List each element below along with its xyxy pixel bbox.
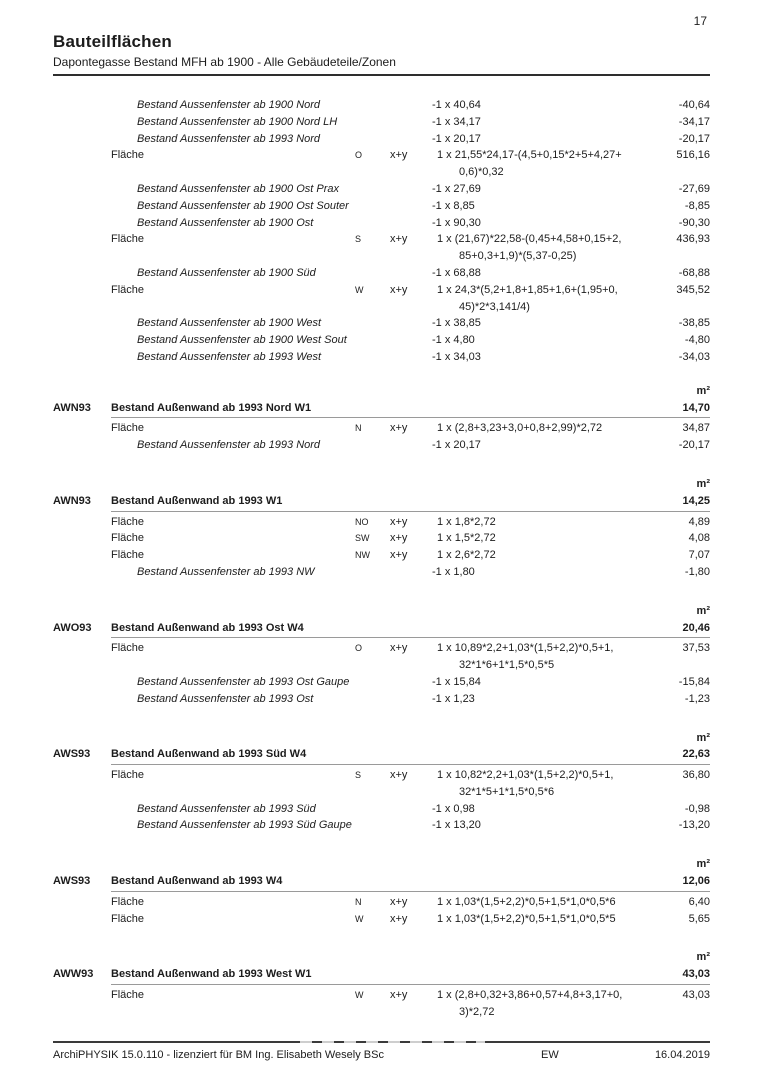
row-value: -0,98 bbox=[684, 802, 710, 815]
mode-label: x+y bbox=[390, 422, 408, 435]
orientation-label: S bbox=[355, 234, 362, 245]
section-code: AWS93 bbox=[53, 748, 91, 761]
formula-line: 1 x (21,67)*22,58-(0,45+4,58+0,15+2, bbox=[437, 233, 622, 246]
mode-label: x+y bbox=[390, 532, 408, 545]
row-value: 36,80 bbox=[682, 769, 710, 782]
row-label: Bestand Aussenfenster ab 1900 Ost bbox=[137, 216, 314, 229]
formula-line: -1 x 27,69 bbox=[432, 182, 481, 195]
section-header-row bbox=[53, 873, 710, 890]
window-deduction-row bbox=[53, 437, 710, 454]
window-deduction-row bbox=[53, 198, 710, 215]
row-label: Bestand Aussenfenster ab 1900 West bbox=[137, 317, 322, 330]
row-value: -90,30 bbox=[678, 216, 710, 229]
formula-cell bbox=[427, 282, 640, 316]
component-section bbox=[53, 730, 710, 835]
formula-line: -1 x 4,80 bbox=[432, 334, 475, 347]
row-label: Fläche bbox=[111, 422, 145, 435]
unit-label: m² bbox=[696, 604, 710, 617]
report-header bbox=[53, 32, 710, 76]
row-label: Bestand Aussenfenster ab 1900 Ost Souter bbox=[137, 199, 349, 212]
formula-cell bbox=[427, 801, 640, 818]
row-label: Bestand Aussenfenster ab 1900 Ost Prax bbox=[137, 182, 339, 195]
row-label: Bestand Aussenfenster ab 1900 Nord LH bbox=[137, 115, 338, 128]
orientation-label: NW bbox=[355, 550, 370, 561]
row-value: 5,65 bbox=[688, 912, 710, 925]
unit-label: m² bbox=[696, 477, 710, 490]
formula-line: -1 x 40,64 bbox=[432, 99, 481, 111]
mode-label: x+y bbox=[390, 149, 408, 162]
row-label: Bestand Aussenfenster ab 1993 Nord bbox=[137, 132, 321, 145]
row-value: -68,88 bbox=[678, 266, 710, 279]
section-total-value: 14,70 bbox=[682, 401, 710, 414]
window-deduction-row bbox=[53, 181, 710, 198]
area-row bbox=[53, 282, 710, 316]
formula-line: 1 x 1,5*2,72 bbox=[437, 532, 496, 545]
formula-cell bbox=[427, 420, 640, 437]
section-title: Bestand Außenwand ab 1993 Nord W1 bbox=[111, 401, 312, 414]
formula-cell bbox=[427, 674, 640, 691]
formula-line: -1 x 68,88 bbox=[432, 266, 481, 279]
formula-line: -1 x 34,17 bbox=[432, 115, 481, 128]
mode-label: x+y bbox=[390, 642, 408, 655]
formula-line: -1 x 15,84 bbox=[432, 675, 481, 688]
component-section bbox=[53, 476, 710, 581]
report-title: Bauteilflächen bbox=[53, 32, 172, 51]
section-total-value: 22,63 bbox=[682, 748, 710, 761]
formula-line: -1 x 13,20 bbox=[432, 819, 481, 832]
formula-line: 1 x 10,82*2,2+1,03*(1,5+2,2)*0,5+1, bbox=[437, 769, 614, 782]
formula-line: -1 x 1,23 bbox=[432, 692, 475, 705]
row-value: -13,20 bbox=[678, 819, 710, 832]
section-total-value: 14,25 bbox=[682, 494, 710, 507]
formula-line: -1 x 38,85 bbox=[432, 317, 481, 330]
area-row bbox=[53, 894, 710, 911]
orientation-label: SW bbox=[355, 533, 370, 544]
formula-cell bbox=[427, 315, 640, 332]
row-label: Bestand Aussenfenster ab 1993 Süd bbox=[137, 802, 316, 815]
component-section bbox=[53, 603, 710, 708]
row-label: Fläche bbox=[111, 895, 145, 908]
row-value: -27,69 bbox=[678, 182, 710, 195]
row-label: Fläche bbox=[111, 989, 145, 1002]
row-value: -8,85 bbox=[684, 199, 710, 212]
row-value: -15,84 bbox=[678, 675, 710, 688]
section-total-value: 43,03 bbox=[682, 968, 710, 981]
row-value: 43,03 bbox=[682, 989, 710, 1002]
orientation-label: S bbox=[355, 770, 362, 781]
area-row bbox=[53, 231, 710, 265]
row-value: -20,17 bbox=[678, 439, 710, 452]
watermark-artifact bbox=[300, 1039, 485, 1047]
formula-cell bbox=[427, 530, 640, 547]
formula-cell bbox=[427, 215, 640, 232]
formula-line: 1 x 24,3*(5,2+1,8+1,85+1,6+(1,95+0, bbox=[437, 283, 618, 296]
window-deduction-row bbox=[53, 801, 710, 818]
row-value: 4,08 bbox=[688, 532, 710, 545]
area-row bbox=[53, 420, 710, 437]
row-label: Fläche bbox=[111, 769, 145, 782]
section-title: Bestand Außenwand ab 1993 W1 bbox=[111, 494, 283, 507]
area-row bbox=[53, 911, 710, 928]
window-deduction-row bbox=[53, 817, 710, 834]
formula-line: 1 x 1,03*(1,5+2,2)*0,5+1,5*1,0*0,5*5 bbox=[437, 912, 616, 925]
formula-line: -1 x 20,17 bbox=[432, 132, 481, 145]
row-value: 7,07 bbox=[688, 549, 710, 562]
row-label: Bestand Aussenfenster ab 1993 Süd Gaupe bbox=[137, 819, 352, 832]
row-value: -38,85 bbox=[678, 317, 710, 330]
component-section bbox=[53, 856, 710, 927]
footer-initials: EW bbox=[541, 1049, 559, 1061]
report-subtitle: Dapontegasse Bestand MFH ab 1900 - Alle Gebäudeteile/Zonen bbox=[53, 55, 710, 76]
window-deduction-row bbox=[53, 315, 710, 332]
section-code: AWW93 bbox=[53, 968, 94, 981]
section-divider bbox=[111, 764, 710, 765]
formula-line: 0,6)*0,32 bbox=[459, 166, 504, 179]
mode-label: x+y bbox=[390, 769, 408, 782]
orientation-label: N bbox=[355, 423, 362, 434]
formula-cell bbox=[427, 97, 640, 114]
row-label: Fläche bbox=[111, 642, 145, 655]
orientation-label: O bbox=[355, 150, 363, 161]
report-footer bbox=[53, 1041, 710, 1061]
row-value: -1,23 bbox=[684, 692, 710, 705]
window-deduction-row bbox=[53, 265, 710, 282]
orientation-label: NO bbox=[355, 516, 369, 527]
mode-label: x+y bbox=[390, 912, 408, 925]
section-code: AWS93 bbox=[53, 875, 91, 888]
orientation-label: W bbox=[355, 990, 364, 1001]
section-divider bbox=[111, 637, 710, 638]
formula-line: 32*1*5+1*1,5*0,5*6 bbox=[459, 785, 555, 798]
row-value: -40,64 bbox=[678, 99, 710, 111]
window-deduction-row bbox=[53, 349, 710, 366]
row-label: Bestand Aussenfenster ab 1993 Nord bbox=[137, 439, 321, 452]
section-divider bbox=[111, 984, 710, 985]
formula-cell bbox=[427, 437, 640, 454]
window-deduction-row bbox=[53, 691, 710, 708]
formula-cell bbox=[427, 767, 640, 801]
area-row bbox=[53, 530, 710, 547]
formula-line: 32*1*6+1*1,5*0,5*5 bbox=[459, 659, 555, 672]
row-value: -1,80 bbox=[684, 565, 710, 578]
row-label: Fläche bbox=[111, 532, 145, 545]
row-label: Bestand Aussenfenster ab 1993 NW bbox=[137, 565, 315, 578]
formula-cell bbox=[427, 987, 640, 1021]
mode-label: x+y bbox=[390, 233, 408, 246]
row-value: -20,17 bbox=[678, 132, 710, 145]
formula-cell bbox=[427, 640, 640, 674]
mode-label: x+y bbox=[390, 283, 408, 296]
section-title: Bestand Außenwand ab 1993 West W1 bbox=[111, 968, 312, 981]
window-deduction-row bbox=[53, 332, 710, 349]
footer-date: 16.04.2019 bbox=[654, 1049, 710, 1061]
component-section bbox=[53, 949, 710, 1020]
formula-cell bbox=[427, 547, 640, 564]
unit-label: m² bbox=[696, 731, 710, 744]
formula-line: -1 x 0,98 bbox=[432, 802, 475, 815]
formula-cell bbox=[427, 817, 640, 834]
window-deduction-row bbox=[53, 564, 710, 581]
mode-label: x+y bbox=[390, 895, 408, 908]
row-label: Fläche bbox=[111, 233, 145, 246]
formula-cell bbox=[427, 181, 640, 198]
row-label: Bestand Aussenfenster ab 1900 West Sout bbox=[137, 334, 347, 347]
carryover-section bbox=[53, 97, 710, 366]
window-deduction-row bbox=[53, 97, 710, 114]
formula-cell bbox=[427, 349, 640, 366]
formula-line: 1 x (2,8+0,32+3,86+0,57+4,8+3,17+0, bbox=[437, 989, 623, 1002]
formula-cell bbox=[427, 564, 640, 581]
formula-line: 1 x 2,6*2,72 bbox=[437, 549, 496, 562]
window-deduction-row bbox=[53, 114, 710, 131]
row-label: Bestand Aussenfenster ab 1900 Nord bbox=[137, 99, 321, 111]
footer-license-text: ArchiPHYSIK 15.0.110 - lizenziert für BM Ing. Elisabeth Wesely BSc bbox=[53, 1049, 384, 1061]
formula-line: 1 x 1,03*(1,5+2,2)*0,5+1,5*1,0*0,5*6 bbox=[437, 895, 616, 908]
formula-line: -1 x 34,03 bbox=[432, 350, 481, 363]
orientation-label: N bbox=[355, 896, 362, 907]
formula-cell bbox=[427, 894, 640, 911]
row-label: Fläche bbox=[111, 515, 145, 528]
row-value: 37,53 bbox=[682, 642, 710, 655]
section-header-row bbox=[53, 493, 710, 510]
row-label: Bestand Aussenfenster ab 1993 West bbox=[137, 350, 322, 363]
formula-line: -1 x 20,17 bbox=[432, 439, 481, 452]
row-value: -34,03 bbox=[678, 350, 710, 363]
formula-cell bbox=[427, 691, 640, 708]
window-deduction-row bbox=[53, 131, 710, 148]
section-code: AWO93 bbox=[53, 621, 92, 634]
row-label: Fläche bbox=[111, 283, 145, 296]
formula-line: 85+0,3+1,9)*(5,37-0,25) bbox=[459, 250, 577, 263]
formula-cell bbox=[427, 514, 640, 531]
area-row bbox=[53, 767, 710, 801]
formula-line: -1 x 90,30 bbox=[432, 216, 481, 229]
row-value: 436,93 bbox=[676, 233, 710, 246]
row-value: -34,17 bbox=[678, 115, 710, 128]
formula-line: -1 x 1,80 bbox=[432, 565, 475, 578]
formula-cell bbox=[427, 147, 640, 181]
component-section bbox=[53, 383, 710, 454]
section-divider bbox=[111, 511, 710, 512]
formula-cell bbox=[427, 131, 640, 148]
row-value: 34,87 bbox=[682, 422, 710, 435]
orientation-label: W bbox=[355, 913, 364, 924]
mode-label: x+y bbox=[390, 989, 408, 1002]
section-title: Bestand Außenwand ab 1993 W4 bbox=[111, 875, 283, 888]
row-label: Fläche bbox=[111, 549, 145, 562]
row-label: Fläche bbox=[111, 912, 145, 925]
formula-line: 1 x (2,8+3,23+3,0+0,8+2,99)*2,72 bbox=[437, 422, 603, 435]
row-value: -4,80 bbox=[684, 334, 710, 347]
window-deduction-row bbox=[53, 215, 710, 232]
section-total-value: 20,46 bbox=[682, 621, 710, 634]
row-label: Bestand Aussenfenster ab 1900 Süd bbox=[137, 266, 316, 279]
area-row bbox=[53, 640, 710, 674]
section-total-value: 12,06 bbox=[682, 875, 710, 888]
row-label: Fläche bbox=[111, 149, 145, 162]
section-header-row bbox=[53, 746, 710, 763]
row-value: 345,52 bbox=[676, 283, 710, 296]
area-row bbox=[53, 147, 710, 181]
section-title: Bestand Außenwand ab 1993 Süd W4 bbox=[111, 748, 307, 761]
section-code: AWN93 bbox=[53, 401, 91, 414]
formula-cell bbox=[427, 231, 640, 265]
formula-cell bbox=[427, 114, 640, 131]
section-code: AWN93 bbox=[53, 494, 91, 507]
row-value: 6,40 bbox=[688, 895, 710, 908]
formula-cell bbox=[427, 265, 640, 282]
unit-label: m² bbox=[696, 951, 710, 964]
row-value: 4,89 bbox=[688, 515, 710, 528]
formula-line: -1 x 8,85 bbox=[432, 199, 475, 212]
formula-line: 3)*2,72 bbox=[459, 1005, 495, 1018]
row-value: 516,16 bbox=[676, 149, 710, 162]
area-row bbox=[53, 547, 710, 564]
section-header-row bbox=[53, 620, 710, 637]
formula-line: 1 x 10,89*2,2+1,03*(1,5+2,2)*0,5+1, bbox=[437, 642, 614, 655]
window-deduction-row bbox=[53, 674, 710, 691]
page-number: 17 bbox=[693, 14, 707, 28]
formula-cell bbox=[427, 198, 640, 215]
area-row bbox=[53, 514, 710, 531]
section-divider bbox=[111, 417, 710, 418]
unit-label: m² bbox=[696, 384, 710, 397]
row-label: Bestand Aussenfenster ab 1993 Ost Gaupe bbox=[137, 675, 350, 688]
section-title: Bestand Außenwand ab 1993 Ost W4 bbox=[111, 621, 304, 634]
area-row bbox=[53, 987, 710, 1021]
row-label: Bestand Aussenfenster ab 1993 Ost bbox=[137, 692, 314, 705]
report-body bbox=[53, 97, 710, 1021]
section-header-row bbox=[53, 966, 710, 983]
formula-cell bbox=[427, 911, 640, 928]
mode-label: x+y bbox=[390, 515, 408, 528]
mode-label: x+y bbox=[390, 549, 408, 562]
orientation-label: O bbox=[355, 643, 363, 654]
formula-line: 1 x 1,8*2,72 bbox=[437, 515, 496, 528]
section-header-row bbox=[53, 400, 710, 417]
formula-line: 45)*2*3,141/4) bbox=[459, 300, 530, 313]
formula-cell bbox=[427, 332, 640, 349]
section-divider bbox=[111, 891, 710, 892]
orientation-label: W bbox=[355, 284, 364, 295]
formula-line: 1 x 21,55*24,17-(4,5+0,15*2+5+4,27+ bbox=[437, 149, 622, 162]
unit-label: m² bbox=[696, 858, 710, 871]
